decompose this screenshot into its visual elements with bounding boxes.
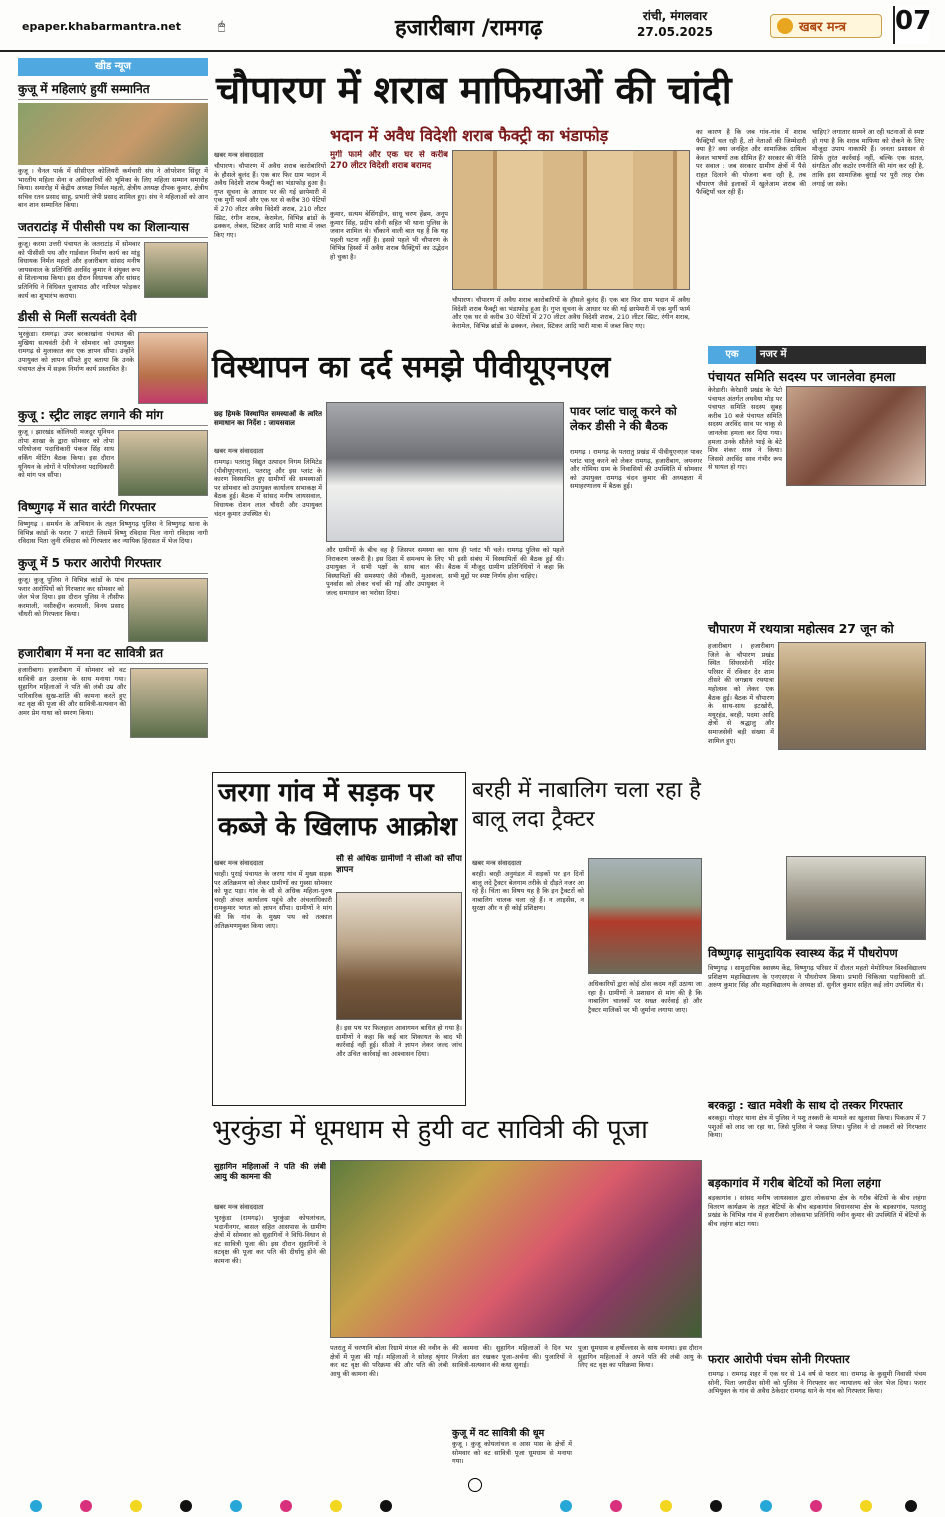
cursor-icon: 🖱: [218, 19, 226, 33]
puja-col-1: [214, 1202, 326, 1484]
story-text: है। इस पथ पर फिलहाल आवागमन बाधित हो गया है। ग्रामीणों ने कहा कि कई बार शिकायत के बाद भी कार्रवाई नहीं हुई। सीओ ने ज्ञापन लेकर जल्द जांच और उचित कार्रवाई का आश्वासन दिया।: [336, 1024, 462, 1058]
photo-caption: सौ से अधिक ग्रामीणों ने सीओ को सौंपा ज्ञापन: [336, 854, 462, 875]
color-dot-icon: [230, 1500, 242, 1512]
story-text: पतरातु में चरणानि बोला रिग्रामे मंगल की नवीन के क्षेत्रों में पूजा की गई। महिलाओं ने सोलह श्रृंगार कर वट वृक्ष की परिक्रमा की और पति की लंबी आयु की कामना की।: [330, 1344, 448, 1378]
color-dot-icon: [660, 1500, 672, 1512]
color-dot-icon: [280, 1500, 292, 1512]
color-dot-icon: [860, 1500, 872, 1512]
story-text: का कारण है कि जब गांव-गांव में शराब फैक्ट्रियाँ चल रही हैं, तो नेताओं की जिम्मेदारी क्या है? क्या जनहित और सामाजिक दायित्व केवल भाषणों तक सीमित हैं? सरकार की नीति पर सवाल : जब सरकार ग्रामीण क्षेत्रों में पैसे राहत दिलाने की योजना बना रही है, तब चौपारण जैसे इलाकों में खुलेआम शराब की फैक्ट्रियाँ चल रही हैं।: [696, 128, 806, 197]
story-headline: कुजू में 5 फरार आरोपी गिरफ्तार: [18, 554, 208, 574]
story-photo: [118, 430, 208, 496]
story-text: हजारीबाग । हजारीबाग जिले के चौपारण प्रखंड स्थित सिंघरसोनी मंदिर परिसर में रविवार देर शाम तीसरे की जगन्नाथ रथयात्रा महोत्सव को लेकर एक बैठक हुई। बैठक में चौपारण के साथ-साथ इटखोरी, मयूरहंड, बरही, पदमा आदि क्षेत्रों से श्रद्धालु और समाजसेवी बड़ी संख्या में शामिल हुए।: [708, 642, 774, 745]
color-dot-icon: [710, 1500, 722, 1512]
jarga-col-2: [336, 1024, 462, 1100]
color-dot-icon: [560, 1500, 572, 1512]
puja-sub-body: [452, 1440, 572, 1484]
photo-caption: सुहागिन महिलाओं ने पति की लंबी आयु की कामना की: [214, 1162, 326, 1181]
jarga-headline: जरगा गांव में सड़क पर कब्जे के खिलाफ आक्रोश: [218, 778, 458, 842]
story-body: [18, 666, 208, 718]
color-dot-icon: [180, 1500, 192, 1512]
story-body: [708, 964, 926, 1084]
story-text: रामगढ़ । रामगढ़ शहर में एक घर से 14 वर्ष से फरार था। रामगढ़ के कुसुमी निवासी पंचम सोनी, पिता जगदीश सोनी को पुलिस ने गिरफ्तार कर न्यायालय को जेल भेज दिया। फरार अभियुक्त के गांव से अवैध ठेकेदार रामगढ़ थाने के गांव को गिरफ्तार किया।: [708, 1370, 926, 1396]
story-headline: विष्णुगढ़ सामुदायिक स्वास्थ्य केंद्र में पौधरोपण: [708, 946, 898, 960]
puja-caption: [214, 1162, 326, 1198]
lead-col-4: [812, 128, 924, 340]
story-body: कुजू । चैनल पार्क में सीसीएल कोलियरी कर्मचारी संघ ने ऑपरेशन सिंदूर में भारतीय महिला सेना व अधिकारियों की भूमिका के लिए महिला सम्मान समारोह किया। समारोह में केंद्रीय अध्यक्ष निर्मल महतो, क्षेत्रीय अध्यक्ष दीपक कुमार, क्षेत्रीय सचिव रतन प्रसाद साहू, प्रभारी जेपी प्रसाद शामिल हुए। संघ ने महिलाओं को आन बान शान सम्मानित किया।: [18, 167, 208, 210]
lead-photo: [452, 150, 690, 290]
story-text: साथ ही प्लांट भी चले। रामगढ़ पुलिस को पहले भी इसी संबंध में विस्थापितों की बैठक हुई थी। बैठक में मौजूद ग्रामीण प्रतिनिधियों ने कहा कि सभी मुद्दों पर स्पष्ट निर्णय होना चाहिए।: [448, 546, 564, 580]
city-day: रांची, मंगलवार: [642, 9, 708, 23]
lead-col-2: [330, 210, 448, 340]
story-body: [18, 576, 208, 619]
story-body: [18, 240, 208, 300]
story-headline: बरकट्ठा : खात मवेशी के साथ दो तस्कर गिरफ्तार: [708, 1099, 903, 1112]
jarga-col-1: [214, 858, 332, 1098]
story-photo: [786, 856, 926, 940]
story-text: भुरकुंडा (रामगढ़)। भुरकुंडा कोयलांचल, भदानीनगर, बासल सहित आसपास के ग्रामीण क्षेत्रों में सोमवार को सुहागिनों ने विधि-विधान से वट सावित्री पूजा की। इस दौरान सुहागिनों ने वटवृक्ष की पूजा कर पति की दीर्घायु होने की कामना की।: [214, 1214, 326, 1265]
story-photo: [778, 642, 926, 750]
story-text: कुमार, सत्यम बेसिंगड़ीन, साधू चरण हेंब्रम, अनूप कुमार सिंह, प्रदीप सोनी सहित भी थाना पुलिस के जवान शामिल थे। चौंकाने वाली बात यह है कि यह पहली घटना नहीं है। इससे पहले भी चौपारण के विभिन्न हिस्सों में अवैध शराब फैक्ट्रियों का उद्भेदन हो चुका है।: [330, 210, 448, 261]
story-body: [18, 428, 208, 480]
lead-col-tail: [452, 296, 690, 340]
story-headline: चौपारण में रथयात्रा महोत्सव 27 जून को: [708, 621, 894, 636]
brand-logo: [770, 14, 882, 38]
story-body: विष्णुगढ़ । समर्थन के अभियान के तहत विष्णुगढ़ पुलिस ने विष्णुगढ़ थाना के विभिन्न कांडों के फरार 7 वारंटी जिसमें विष्णु रविदास पिता नागो रविदास नागी रविदास पिता जुनी रविदास को गिरफ्तार कर न्यायिक हिरासत में भेज दिया।: [18, 520, 208, 546]
story-text: चाहिए? लगातार सामने आ रही घटनाओं से स्पष्ट हो गया है कि शराब माफिया को रोकने के लिए मौजूदा उपाय नाकाफी हैं। जनता प्रशासन से सिर्फ तुरंत कार्रवाई नहीं, बल्कि एक सतत, संगठित और कठोर रणनीति की मांग कर रही है, ताकि इस सामाजिक बुराई पर पूरी तरह रोक लगाई जा सके।: [812, 128, 924, 188]
color-dot-icon: [130, 1500, 142, 1512]
puja-col-2: [330, 1344, 448, 1484]
story-text: चरही। पुराई पंचायत के जरगा गांव में मुख्य सड़क पर अतिक्रमण को लेकर ग्रामीणों का गुस्सा सोमवार को फूट पड़ा। गांव के सौ से अधिक महिला-पुरुष चरही अंचल कार्यालय पहुंचे और अंचलाधिकारी रामकुमार भगत को ज्ञापन सौंपा। ग्रामीणों ने मांग की कि गांव के मुख्य पथ को तत्काल अतिक्रमणमुक्त किया जाए।: [214, 870, 332, 930]
byline: खबर मन्त्र संवाददाता: [214, 859, 264, 867]
brand-icon: [777, 18, 793, 34]
story-headline: जतराटांड़ में पीसीसी पथ का शिलान्यास: [18, 218, 208, 238]
masthead: [0, 0, 945, 52]
story-headline: हजारीबाग में मना वट सावित्री व्रत: [18, 644, 208, 664]
tag-label: नजर में: [760, 349, 787, 360]
pvunl-side-body: [570, 448, 702, 746]
story-headline: कुजू : स्ट्रीट लाइट लगाने की मांग: [18, 406, 208, 426]
story-headline: पंचायत समिति सदस्य पर जानलेवा हमला: [708, 369, 896, 384]
puja-headline: भुरकुंडा में धूमधाम से हुयी वट सावित्री की पूजा: [212, 1115, 648, 1145]
color-dot-icon: [905, 1500, 917, 1512]
photo-caption: मुर्गी फार्म और एक घर से करीब 270 लीटर विदेशी शराब बरामद: [330, 150, 448, 171]
puja-sub-headline: कुजू में वट सावित्री की धूम: [452, 1428, 545, 1439]
story-text: अधिकारियों द्वारा कोई ठोस कदम नहीं उठाया जा रहा है। ग्रामीणों ने प्रशासन से मांग की है कि नाबालिग चालकों पर सख्त कार्रवाई हो और ट्रैक्टर मालिकों पर भी जुर्माना लगाया जाए।: [588, 980, 702, 1014]
story-text: पूजा धूमधाम व हर्षोल्लास के साथ मनाया। इस दौरान सुहागिन महिलाओं ने अपने पति की लंबी आयु के लिए वट वृक्ष का परिक्रमा किया।: [578, 1344, 702, 1370]
byline: खबर मन्त्र संवाददाता: [214, 447, 264, 455]
story-text: कुजू । झारखंड कोलियरी मजदूर यूनियन तोपा शाखा के द्वारा सोमवार को तोपा परियोजना पदाधिकारी पंकज सिंह साथ वर्किंग मीटिंग बैठक किया। इस दौरान यूनियन के लोगों ने परियोजना पदाधिकारी को मांग पत्र सौंपा।: [18, 428, 114, 480]
jarga-photo: [336, 892, 462, 1020]
color-dot-icon: [380, 1500, 392, 1512]
nazar-tag: [708, 346, 926, 364]
pvunl-photo: [326, 402, 564, 542]
story-text: कुजू । कुजू कोयलांचल व आस पास के क्षेत्रों में सोमवार को वट सावित्री पूजा धूमधाम से मनाया गया।: [452, 1440, 572, 1466]
story-text: विष्णुगढ़ । सामुदायिक स्वास्थ्य केंद्र, विष्णुगढ़ परिसर में दौलत महतो मेमोरियल विश्वविद्यालय प्रशिक्षण महाविद्यालय के एनएसएस ने पौधरोपण किया। प्रभारी चिकित्सा पदाधिकारी डॉ. अरुण कुमार सिंह और महाविद्यालय के अध्यक्ष डॉ. सुनील कुमार सहित कई लोग उपस्थित थे।: [708, 964, 926, 990]
pvunl-col-2: [326, 546, 444, 746]
story-body: [708, 1194, 926, 1340]
story-body: [708, 1114, 926, 1172]
color-dot-icon: [80, 1500, 92, 1512]
left-column: [18, 58, 208, 1488]
story-text: कुजू। करमा उत्तरी पंचायत के जतराटांड़ में सोमवार को पीसीसी पथ और गार्डवाल निर्माण कार्य का मांडू विधायक निर्मल महतो और हजारीबाग सांसद मनीष जायसवाल के प्रतिनिधि अरविंद कुमार ने संयुक्त रूप से शिलान्यास किया। इस दौरान विधायक और सांसद प्रतिनिधि ने विधिवत पूजापाठ और नारियल फोड़कर कार्य का शुभारंभ कराया।: [18, 239, 140, 300]
story-headline: बड़कागांव में गरीब बेटियों को मिला लहंगा: [708, 1176, 881, 1190]
story-headline: विष्णुगढ़ में सात वारंटी गिरफ्तार: [18, 498, 208, 518]
story-text: भुरकुंडा। रामगढ़। उपर बरकाखांना पंचायत की मुखिया सत्यवंती देवी ने सोमवार को उपायुक्त रामगढ़ से मुलाकात कर एक ज्ञापन सौंपा। उन्होंने उपायुक्त को ज्ञापन सौंपते हुए बताया कि उनके पंचायत क्षेत्र में सड़क निर्माण कार्य प्रस्तावित है।: [18, 330, 134, 373]
story-text: चौपारण। चौपारण में अवैध शराब कारोबारियों के हौसले बुलंद हैं। एक बार फिर ग्राम भदान में अवैध विदेशी शराब फैक्ट्री का भंडाफोड़ हुआ है। गुप्त सूचना के आधार पर की गई छापेमारी में एक मुर्गी फार्म और एक घर से करीब 30 पेटियों में 270 लीटर अवैध विदेशी शराब, 210 लीटर स्प्रिट, रंगीन शराब, केरामेल, विभिन्न ब्रांडों के ढक्कन, लेबल, स्टिकर आदि भारी मात्रा में जब्त किए गए।: [452, 296, 690, 330]
story-photo: [786, 386, 926, 486]
byline: खबर मन्त्र संवाददाता: [472, 859, 522, 867]
story-headline: डीसी से मिलीं सत्यवंती देवी: [18, 308, 208, 328]
date: 27.05.2025: [637, 25, 713, 39]
story-photo: [130, 668, 208, 738]
story-text: कुजू। कुजू पुलिस ने विभिन्न कांडों के पांच फरार आरोपियों को गिरफ्तार कर सोमवार को जेल भेज दिया। इस दौरान पुलिस ने तौसीफ करमाली, नसीरुद्दीन करमाली, विनय प्रसाद चौधरी को गिरफ्तार किया।: [18, 575, 124, 619]
story-text: केरेडारी। केरेडारी प्रखंड के पेटो पंचायत अंतर्गत लघवैया मोड़ पर पंचायत समिति सदस्य सुबह करीब 10 बजे पंचायत समिति सदस्य अरविंद साव पर चाकू से जानलेवा हमला कर दिया गया। हमला उनके सौतेले भाई के बेटे शिव शंकर साव ने किया। जिससे अरविंद साव गंभीर रूप से घायल हो गए।: [708, 386, 782, 472]
lead-caption: [330, 150, 448, 210]
story-text: चौपारण। चौपारण में अवैध शराब कारोबारियों के हौसले बुलंद हैं। एक बार फिर ग्राम भदान में अवैध विदेशी शराब फैक्ट्री का भंडाफोड़ हुआ है। गुप्त सूचना के आधार पर की गई छापेमारी में एक मुर्गी फार्म और एक घर से करीब 30 पेटियों में 270 लीटर अवैध विदेशी शराब, 210 लीटर स्प्रिट, रंगीन शराब, केरामेल, विभिन्न ब्रांडों के ढक्कन, लेबल, स्टिकर आदि भारी मात्रा में जब्त किए गए।: [214, 162, 326, 239]
pvunl-side-headline: पावर प्लांट चालू करने को लेकर डीसी ने की बैठक: [570, 404, 677, 433]
byline: खबर मन्त्र संवाददाता: [214, 1203, 264, 1211]
story-text: हजारीबाग। हजारीबाग में सोमवार को वट सावित्री व्रत उल्लास के साथ मनाया गया। सुहागिन महिलाओं ने पति की लंबी उम्र और पारिवारिक सुख-शांति की कामना करते हुए वट वृक्ष की पूजा की और सावित्री-सत्यवान की अमर प्रेम गाथा को स्मरण किया।: [18, 665, 126, 717]
story-body: [18, 330, 208, 373]
color-dot-icon: [330, 1500, 342, 1512]
story-text: और ग्रामीणों के बीच वह है जिसपर समस्या का निराकरण जरूरी है। इस दिशा में समन्वय के लिए उपायुक्त ने सभी पक्षों के साथ बात की। विस्थापितों की समस्याएं जैसे नौकरी, मुआवजा, पुनर्वास को लेकर चर्चा की गई और उपायुक्त ने जल्द समाधान का भरोसा दिया।: [326, 546, 444, 597]
story-body: [708, 642, 774, 752]
pvunl-headline: विस्थापन का दर्द समझे पीवीयूएनएल: [212, 350, 611, 385]
registration-mark-icon: [468, 1478, 482, 1492]
color-dot-icon: [760, 1500, 772, 1512]
color-dot-icon: [810, 1500, 822, 1512]
story-photo: [128, 578, 208, 642]
pvunl-col-3: [448, 546, 564, 746]
lead-col-1: [214, 150, 326, 340]
puja-col-3: [452, 1344, 572, 1424]
pvunl-caption: [214, 410, 322, 440]
color-dot-icon: [30, 1500, 42, 1512]
print-color-dots: [0, 1496, 945, 1516]
barhi-col-2: [588, 980, 702, 1098]
section-tag: खीड न्यूज: [18, 58, 208, 76]
story-photo: [144, 242, 208, 298]
portrait-photo: [138, 332, 208, 404]
story-headline: फरार आरोपी पंचम सोनी गिरफ्तार: [708, 1352, 850, 1366]
barhi-photo: [588, 858, 702, 974]
pvunl-col-1: [214, 446, 322, 746]
story-body: [708, 386, 782, 536]
story-text: रामगढ़। पतरातु विद्युत उत्पादन निगम लिमिटेड (पीवीयूएनएल), पतरातु और इस प्लांट के कारण विस्थापित हुए ग्रामीणों की समस्याओं पर सोमवार को उपायुक्त कार्यालय सभाकक्ष में बैठक हुई। बैठक में सांसद मनीष जायसवाल, विधायक रोशन लाल चौधरी और उपायुक्त चंदन कुमार उपस्थित थे।: [214, 458, 322, 518]
site-url[interactable]: epaper.khabarmantra.net: [22, 20, 181, 33]
lead-col-3: [696, 128, 806, 340]
tag-ek: एक: [708, 346, 756, 364]
story-text: बरही। बरही अनुमंडल में सड़कों पर इन दिनों बालू लदे ट्रैक्टर बेलगाम तरीके से दौड़ते नजर आ रहे हैं। चिंता का विषय यह है कि इन ट्रैक्टरों को नाबालिग चालक चला रहे हैं। न लाइसेंस, न सुरक्षा और न ही कोई प्रशिक्षण।: [472, 870, 584, 913]
story-body: [708, 1370, 926, 1480]
story-text: रामगढ़ । रामगढ़ के पतरातु प्रखंड में पीवीयूएनएल पावर प्लांट चालू करने को लेकर रामगढ़, हजारीबाग, जयनगर और गोमिया ग्राम के निवासियों की उपस्थिति में सोमवार को उपायुक्त रामगढ़ चंदन कुमार की अध्यक्षता में समाहरणालय में बैठक हुई।: [570, 448, 702, 491]
puja-col-4: [578, 1344, 702, 1484]
lead-subhead: भदान में अवैध विदेशी शराब फैक्ट्री का भंडाफोड़: [330, 126, 609, 145]
color-dot-icon: [610, 1500, 622, 1512]
barhi-col-1: [472, 858, 584, 1098]
barhi-headline: बरही में नाबालिग चला रहा है बालू लदा ट्रैक्टर: [472, 778, 701, 832]
section-title: हजारीबाग /रामगढ़: [395, 16, 543, 41]
story-text: बड़कागांव । सांसद मनीष जायसवाल द्वारा लोकसभा क्षेत्र के गरीब बेटियों के बीच लहंगा वितरण कार्यक्रम के तहत बेटियों के बीच बड़कागांव विधानसभा क्षेत्र के बड़कागांव, पतरातु प्रखंड के विभिन्न गांव में हजारीबाग लोकसभा प्रतिनिधि नवीन कुमार की उपस्थिति में बेटियों के बीच लहंगा बांटा गया।: [708, 1194, 926, 1228]
puja-photo: [330, 1160, 702, 1338]
story-text: की कामना की। सुहागिन महिलाओं ने दिन भर निर्जला व्रत रखकर पूजा-अर्चना की। पुजारियों ने सावित्री-सत्यवान की कथा सुनाई।: [452, 1344, 572, 1370]
jarga-caption: [336, 854, 462, 890]
brand-name: खबर मन्त्र: [799, 20, 847, 35]
byline: खबर मन्त्र संवाददाता: [214, 151, 264, 159]
date-block: [620, 8, 730, 40]
photo-caption: छह हिमके विस्थापित समस्याओं के त्वरित समाधान का निर्देश : जायसवाल: [214, 410, 322, 427]
story-headline: कुजू में महिलाएं हुयीं सम्मानित: [18, 80, 208, 100]
story-photo: [18, 103, 208, 165]
page-number: 07: [893, 6, 929, 44]
lead-headline: चौपारण में शराब माफियाओं की चांदी: [216, 68, 732, 112]
story-text: बरकट्ठा। गोरहर थाना क्षेत्र में पुलिस ने पशु तस्करी के मामले का खुलासा किया। पिकअप में 7 पशुओं को लाद जा रहा था, जिसे पुलिस ने पकड़ लिया। पुलिस ने दो तस्करों को गिरफ्तार किया।: [708, 1114, 926, 1140]
